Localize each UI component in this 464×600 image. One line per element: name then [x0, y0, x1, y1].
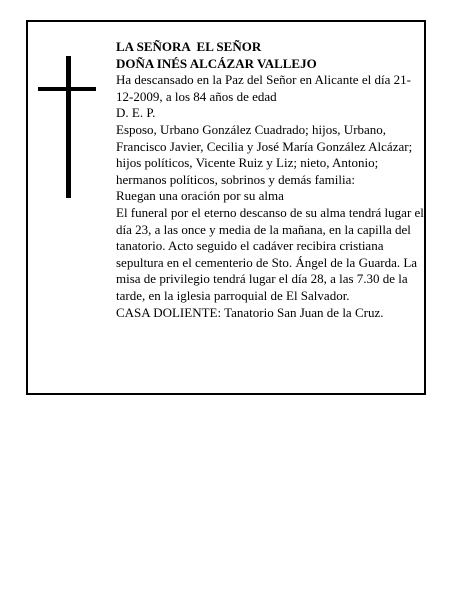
notice-heading-line1: LA SEÑORA EL SEÑOR — [116, 39, 262, 54]
notice-funeral: El funeral por el eterno descanso de su alma tendrá lugar el día 23, a las once y media de la mañana, en la capilla del tanatorio. Acto seguido el cadáver recibira cristiana sepultura en el cementerio de Sto. Ángel de la Guarda. La misa de privilegio tendrá lugar el día 28, a las 7.30 de la tarde, en la iglesia parroquial de El Salvador. — [116, 204, 424, 303]
cross-vertical-bar — [66, 56, 71, 198]
notice-rest-line: Ha descansado en la Paz del Señor en Alicante el día 21-12-2009, a los 84 años de edad — [116, 72, 411, 104]
cross-horizontal-bar — [38, 87, 96, 91]
notice-dep: D. E. P. — [116, 105, 156, 121]
obituary-notice — [26, 20, 426, 395]
notice-text — [116, 39, 428, 321]
notice-family: Esposo, Urbano González Cuadrado; hijos, Urbano, Francisco Javier, Cecilia y José María González Alcázar; hijos políticos, Vicente Ruiz y Liz; nieto, Antonio; hermanos políticos, sobrinos y demás familia: — [116, 121, 413, 187]
notice-casa-doliente: CASA DOLIENTE: Tanatorio San Juan de la Cruz. — [116, 304, 384, 320]
notice-prayer: Ruegan una oración por su alma — [116, 188, 284, 204]
notice-heading-line2: DOÑA INÉS ALCÁZAR VALLEJO — [116, 55, 317, 71]
cross-icon — [38, 56, 96, 198]
